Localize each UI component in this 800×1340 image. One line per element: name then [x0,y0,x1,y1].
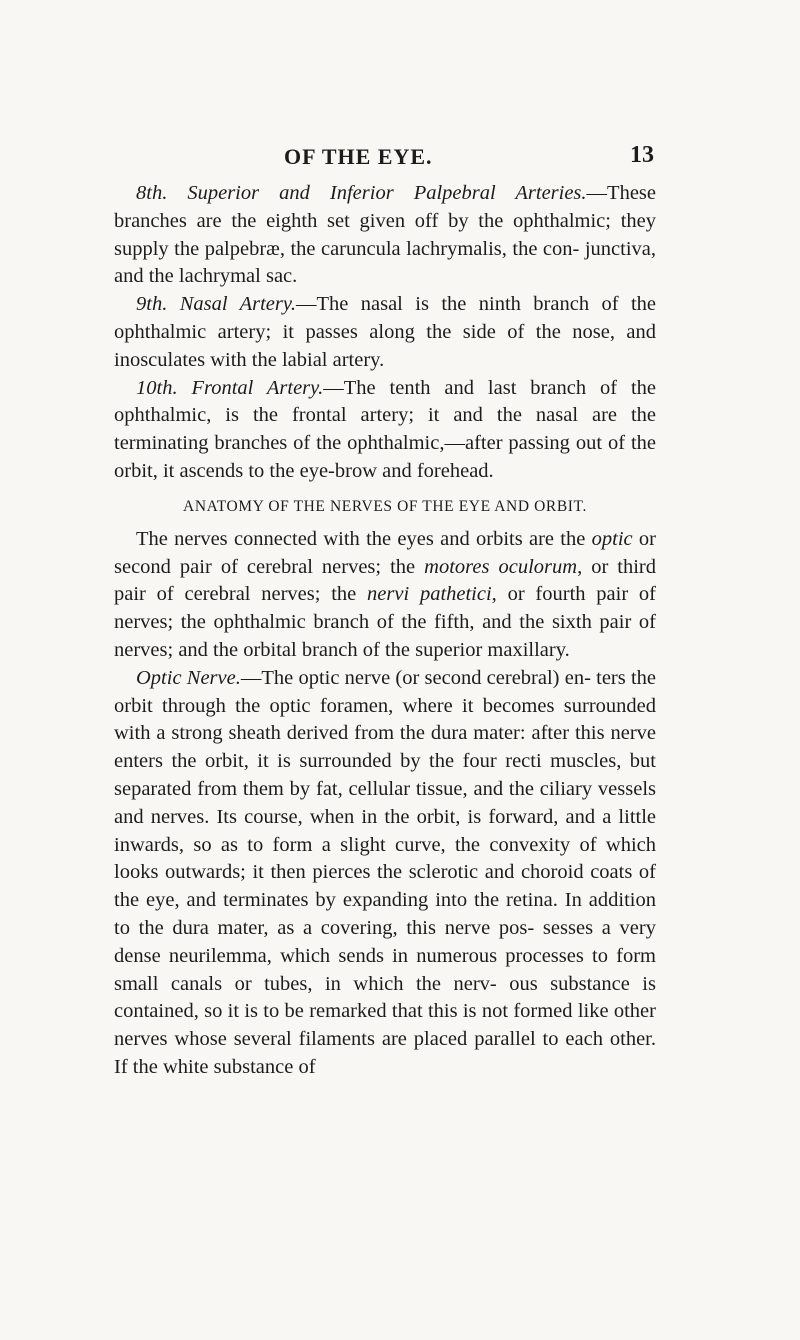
paragraph-label: Optic Nerve. [136,666,241,689]
paragraph-label: 8th. Superior and Inferior Palpebral Arteries. [136,182,587,204]
paragraph-text: —The optic nerve (or second cerebral) en- ters the orbit through the optic foramen, where it becomes surrounded with a strong sheath derived from the dura mater: after this nerve enters the orbit, it is surrounded by the four recti muscles, but separated from them by fat, cellular tissue, and the ciliary vessels and nerves. Its course, when in the orbit, is forward, and a little inwards, so as to form a slight curve, the convexity of which looks outwards; it then pierces the sclerotic and choroid coats of the eye, and terminates by expanding into the retina. In addition to the dura mater, as a covering, this nerve pos- sesses a very dense neurilemma, which sends in numerous processes to form small canals or tubes, in which the nerv- ous substance is contained, so it is to be remarked that this is not formed like other nerves whose several filaments are placed parallel to each other. If the white substance of [114,666,656,1078]
intro-text: or second pair of cerebral nerves; the [114,527,657,578]
term-motores-oculorum: motores oculorum [424,555,578,578]
term-nervi-pathetici: nervi pathetici [367,583,492,606]
running-title: OF THE EYE. [284,144,433,169]
paragraph-text: —These branches are the eighth set given off by the ophthalmic; they supply the palpebræ, the caruncula lachrymalis, the con- junctiva, and the lachrymal sac. [114,182,656,288]
page-number: 13 [630,142,654,168]
paragraph-nerves-intro [114,526,656,665]
intro-text: , or fourth pair of nerves; the ophthalmic branch of the fifth, and the sixth pair of nerves; and the orbital branch of the superior maxillary. [114,583,657,661]
paragraph-optic-nerve [114,665,656,1082]
paragraph-label: 10th. Frontal Artery. [136,376,324,399]
paragraph-nasal-artery [114,291,656,374]
paragraph-label: 9th. Nasal Artery. [136,293,296,316]
term-optic: optic [591,527,633,550]
paragraph-frontal-artery [114,375,656,486]
paragraph-text: —The tenth and last branch of the ophthalmic, is the frontal artery; it and the nasal are the terminating branches of the ophthalmic,—after passing out of the orbit, it ascends to the eye-brow and forehead. [114,376,657,482]
paragraph-text: —The nasal is the ninth branch of the ophthalmic artery; it passes along the side of the nose, and inosculates with the labial artery. [114,293,656,371]
section-heading: ANATOMY OF THE NERVES OF THE EYE AND ORBIT. [183,497,587,515]
page-body [114,180,656,1082]
paragraph-palpebral-arteries [114,180,656,291]
intro-text: The nerves connected with the eyes and orbits are the [136,527,592,550]
intro-text: , or third pair of cerebral nerves; the [114,555,656,606]
